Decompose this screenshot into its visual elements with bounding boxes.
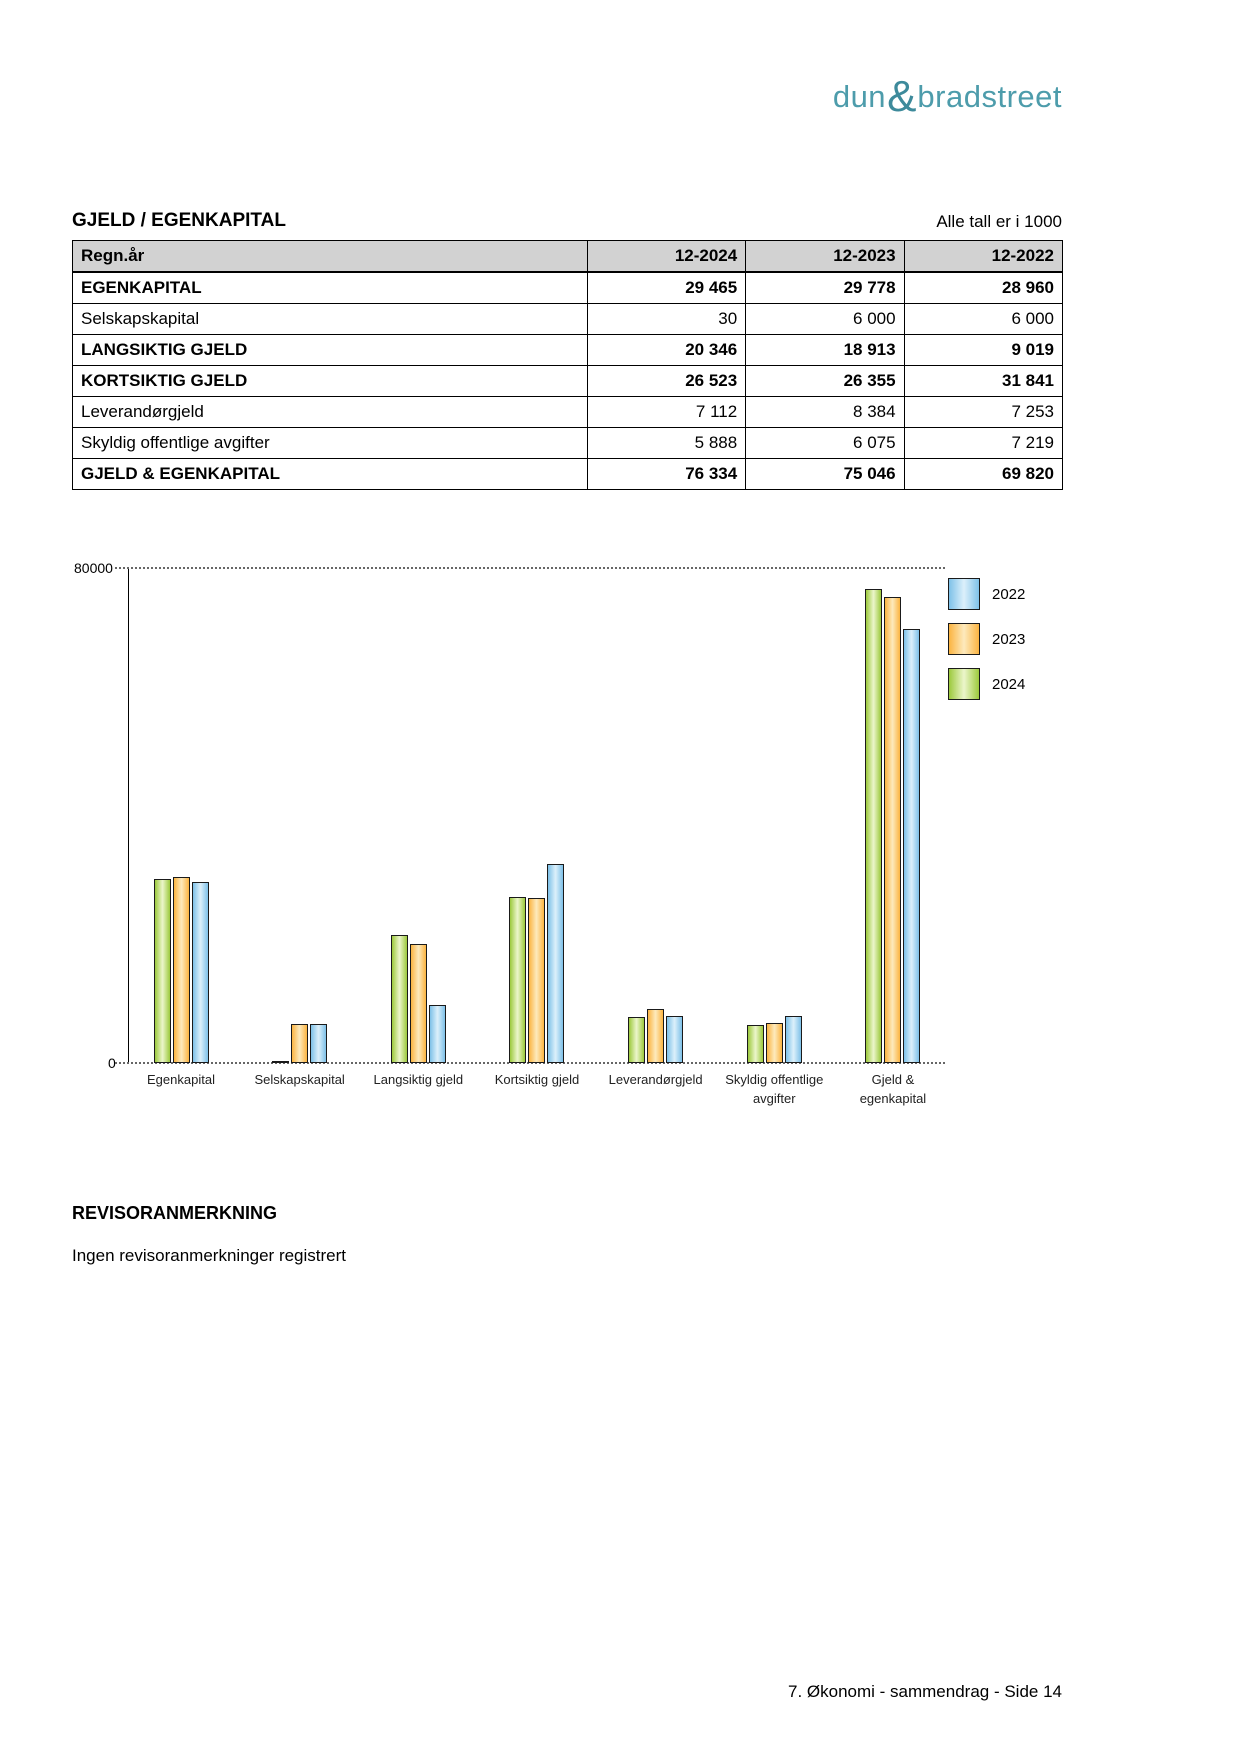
bar-group bbox=[489, 568, 585, 1087]
row-label: Selskapskapital bbox=[73, 304, 588, 335]
revisor-text: Ingen revisoranmerkninger registrert bbox=[72, 1246, 347, 1265]
bar-chart bbox=[72, 560, 1062, 1123]
table-row bbox=[73, 335, 1063, 366]
category-label: Kortsiktig gjeld bbox=[494, 1072, 580, 1087]
bar-group bbox=[608, 568, 704, 1087]
page-content bbox=[72, 0, 1062, 1266]
cell-value: 8 384 bbox=[746, 397, 904, 428]
table-row bbox=[73, 272, 1063, 304]
section-head bbox=[72, 210, 1062, 232]
cell-value: 6 000 bbox=[904, 304, 1062, 335]
logo-text-bradstreet: bradstreet bbox=[917, 79, 1062, 114]
bar-2023 bbox=[173, 877, 190, 1063]
row-label: GJELD & EGENKAPITAL bbox=[73, 459, 588, 490]
table-header-cell: 12-2022 bbox=[904, 241, 1062, 273]
table-header-row bbox=[73, 241, 1063, 273]
logo-text-dun: dun bbox=[832, 79, 887, 114]
row-label: Leverandørgjeld bbox=[73, 397, 588, 428]
cell-value: 31 841 bbox=[904, 366, 1062, 397]
legend-label: 2024 bbox=[992, 675, 1026, 693]
section-title: GJELD / EGENKAPITAL bbox=[72, 210, 286, 231]
cell-value: 76 334 bbox=[587, 459, 745, 490]
bar-2022 bbox=[310, 1024, 327, 1063]
cell-value: 7 253 bbox=[904, 397, 1062, 428]
table-row bbox=[73, 397, 1063, 428]
plot bbox=[128, 568, 945, 1106]
cell-value: 7 112 bbox=[587, 397, 745, 428]
ampersand-icon: & bbox=[887, 72, 917, 121]
table-header-cell: Regn.år bbox=[73, 241, 588, 273]
legend-item bbox=[948, 578, 1025, 610]
category-label: Langsiktig gjeld bbox=[373, 1072, 464, 1087]
legend bbox=[948, 568, 1025, 1063]
category-label: Selskapskapital bbox=[254, 1072, 345, 1087]
revisor-title: REVISORANMERKNING bbox=[72, 1203, 278, 1223]
cell-value: 5 888 bbox=[587, 428, 745, 459]
legend-swatch bbox=[948, 668, 980, 700]
cell-value: 29 465 bbox=[587, 272, 745, 304]
bar-group bbox=[252, 568, 348, 1087]
cell-value: 18 913 bbox=[746, 335, 904, 366]
cell-value: 20 346 bbox=[587, 335, 745, 366]
bar-2023 bbox=[647, 1009, 664, 1063]
bar-2023 bbox=[291, 1024, 308, 1063]
dun-bradstreet-logo bbox=[832, 68, 1062, 121]
financial-table bbox=[72, 240, 1063, 490]
bar-2024 bbox=[747, 1025, 764, 1063]
bar-2022 bbox=[192, 882, 209, 1063]
cell-value: 69 820 bbox=[904, 459, 1062, 490]
legend-swatch bbox=[948, 578, 980, 610]
page-footer: 7. Økonomi - sammendrag - Side 14 bbox=[787, 1682, 1062, 1701]
bar-2022 bbox=[429, 1005, 446, 1063]
bar-2022 bbox=[666, 1016, 683, 1063]
bar-group bbox=[370, 568, 466, 1087]
y-axis-label-zero: 0 bbox=[108, 1055, 116, 1071]
bar-2024 bbox=[865, 589, 882, 1063]
table-row bbox=[73, 428, 1063, 459]
logo-row bbox=[72, 0, 1062, 121]
bar-2022 bbox=[547, 864, 564, 1063]
category-label: Skyldig offentlige avgifter bbox=[725, 1072, 824, 1106]
row-label: KORTSIKTIG GJELD bbox=[73, 366, 588, 397]
table-row bbox=[73, 366, 1063, 397]
y-axis-label-max: 80000 bbox=[74, 560, 113, 576]
bar-2023 bbox=[528, 898, 545, 1063]
table-header-cell: 12-2024 bbox=[587, 241, 745, 273]
bar-2024 bbox=[628, 1017, 645, 1063]
cell-value: 26 355 bbox=[746, 366, 904, 397]
plot-area bbox=[72, 560, 938, 1106]
bar-2024 bbox=[509, 897, 526, 1063]
bar-group bbox=[133, 568, 229, 1087]
category-label: Egenkapital bbox=[147, 1072, 215, 1087]
bar-2024 bbox=[154, 879, 171, 1063]
category-label: Gjeld & egenkapital bbox=[859, 1072, 927, 1106]
bar-2024 bbox=[272, 1061, 289, 1063]
cell-value: 9 019 bbox=[904, 335, 1062, 366]
legend-label: 2023 bbox=[992, 630, 1026, 648]
legend-item bbox=[948, 668, 1025, 700]
table-row bbox=[73, 459, 1063, 490]
cell-value: 29 778 bbox=[746, 272, 904, 304]
cell-value: 26 523 bbox=[587, 366, 745, 397]
legend-label: 2022 bbox=[992, 585, 1026, 603]
bar-group bbox=[725, 568, 824, 1106]
cell-value: 30 bbox=[587, 304, 745, 335]
cell-value: 6 000 bbox=[746, 304, 904, 335]
bar-2022 bbox=[903, 629, 920, 1063]
bar-2024 bbox=[391, 935, 408, 1063]
bar-2023 bbox=[766, 1023, 783, 1063]
row-label: EGENKAPITAL bbox=[73, 272, 588, 304]
legend-item bbox=[948, 623, 1025, 655]
bar-group bbox=[845, 568, 941, 1106]
bar-2023 bbox=[410, 944, 427, 1063]
bar-2023 bbox=[884, 597, 901, 1063]
category-label: Leverandørgjeld bbox=[608, 1072, 703, 1087]
legend-swatch bbox=[948, 623, 980, 655]
cell-value: 28 960 bbox=[904, 272, 1062, 304]
cell-value: 6 075 bbox=[746, 428, 904, 459]
row-label: Skyldig offentlige avgifter bbox=[73, 428, 588, 459]
cell-value: 75 046 bbox=[746, 459, 904, 490]
table-row bbox=[73, 304, 1063, 335]
table-header-cell: 12-2023 bbox=[746, 241, 904, 273]
cell-value: 7 219 bbox=[904, 428, 1062, 459]
bar-2022 bbox=[785, 1016, 802, 1063]
row-label: LANGSIKTIG GJELD bbox=[73, 335, 588, 366]
units-note: Alle tall er i 1000 bbox=[936, 212, 1062, 231]
revisor-section bbox=[72, 1203, 1062, 1266]
